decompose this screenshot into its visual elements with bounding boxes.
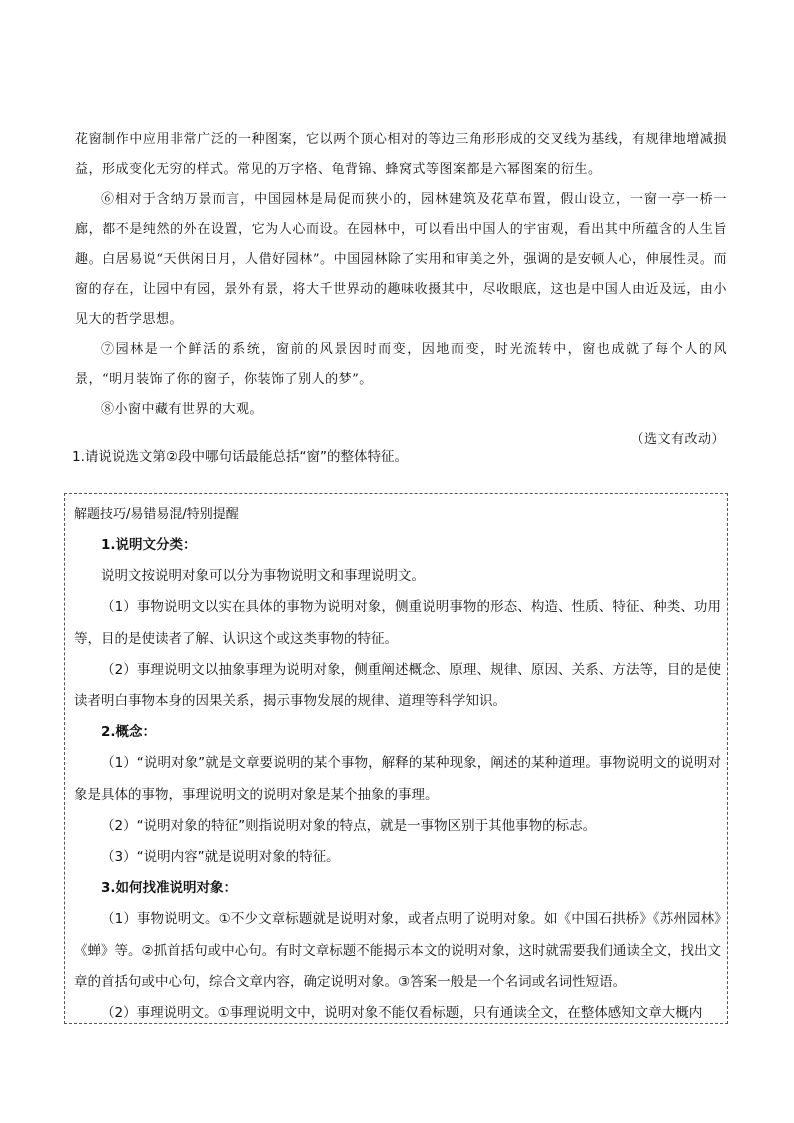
tips-title: 解题技巧/易错易混/特别提醒 — [74, 507, 239, 522]
tips-text-2: （1）事物说明文以实在具体的事物为说明对象，侧重说明事物的形态、构造、性质、特征、种类、功用等，目的是使读者了解、认识这个或这类事物的特征。 — [74, 599, 721, 647]
tips-text-8: （2）事理说明文。①事理说明文中，说明对象不能仅看标题，只有通读全文，在整体感知文章大概内 — [101, 1005, 703, 1022]
tips-text-1: 说明文按说明对象可以分为事物说明文和事理说明文。 — [101, 568, 425, 585]
tips-text-7: （1）事物说明文。①不少文章标题就是说明对象，或者点明了说明对象。如《中国石拱桥》《苏州园林》《蝉》等。②抓首括句或中心句。有时文章标题不能揭示本文的说明对象，这时就需要我们通读全文，找出文章的首括句或中心句，综合文章内容，确定说明对象。③答案一般是一个名词或名词性短语。 — [74, 911, 721, 990]
tips-box — [64, 493, 728, 1024]
tips-text-4: （1）“说明对象”就是文章要说明的某个事物，解释的某种现象，阐述的某种道理。事物说明文的说明对象是具体的事物，事理说明文的说明对象是某个抽象的事理。 — [74, 755, 721, 803]
source-note: （选文有改动） — [630, 432, 725, 447]
tips-text-5: （2）“说明对象的特征”则指说明对象的特点，就是一事物区别于其他事物的标志。 — [101, 817, 597, 834]
tips-text-6: （3）“说明内容”就是说明对象的特征。 — [101, 849, 340, 866]
tips-text-3: （2）事理说明文以抽象事理为说明对象，侧重阐述概念、原理、规律、原因、关系、方法等，目的是使读者明白事物本身的因果关系，揭示事物发展的规律、道理等科学知识。 — [74, 661, 721, 710]
reading-passage — [75, 125, 727, 455]
question-1: 1.请说说选文第②段中哪句话最能总括“窗”的整体特征。 — [72, 449, 408, 465]
passage-paragraph-continued: 花窗制作中应用非常广泛的一种图案，它以两个顶心相对的等边三角形形成的交叉线为基线，有规律地增减损益，形成变化无穷的样式。常见的万字格、龟背锦、蜂窝式等图案都是六幂图案的衍生。 — [75, 132, 727, 177]
tips-heading-3: 3.如何找准说明对象： — [101, 880, 238, 897]
passage-paragraph-8: ⑧小窗中藏有世界的大观。 — [101, 402, 264, 417]
tips-heading-2: 2.概念： — [101, 724, 157, 741]
passage-paragraph-6: ⑥相对于含纳万景而言，中国园林是局促而狭小的，园林建筑及花草布置，假山设立，一窗一亭一桥一廊，都不是纯然的外在设置，它为人心而设。在园林中，可以看出中国人的宇宙观，看出其中所蕴含的人生旨趣。白居易说“天供闲日月，人借好园林”。中国园林除了实用和审美之外，强调的是安顿人心，伸展性灵。而窗的存在，让园中有园，景外有景，将大千世界动的趣味收摄其中，尽收眼底，这也是中国人由近及远，由小见大的哲学思想。 — [75, 192, 727, 327]
tips-heading-1: 1.说明文分类： — [101, 537, 197, 553]
passage-paragraph-7: ⑦园林是一个鲜活的系统，窗前的风景因时而变，因地而变，时光流转中，窗也成就了每个人的风景，“明月装饰了你的窗子，你装饰了别人的梦”。 — [75, 342, 727, 387]
